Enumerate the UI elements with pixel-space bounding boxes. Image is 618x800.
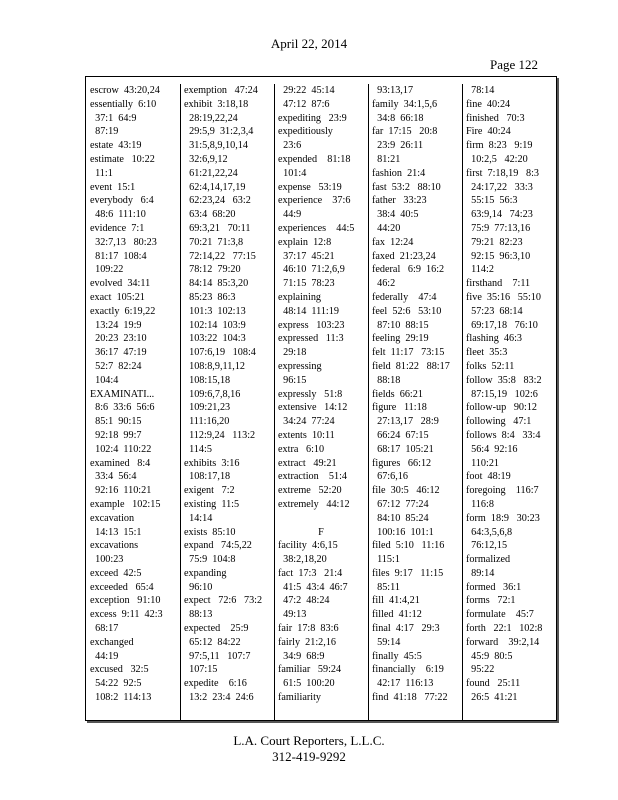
index-line: formalized [466,554,511,566]
index-line: 29:18 [278,347,307,359]
index-line: federal 6:9 16:2 [372,264,445,276]
index-line: Fire 40:24 [466,126,511,138]
index-line: 28:19,22,24 [184,112,238,124]
index-line: 29:22 45:14 [278,85,335,96]
index-line: fax 12:24 [372,236,414,248]
index-line: 14:14 [184,512,213,524]
index-line: 68:17 105:21 [372,443,434,455]
index-line: 46:2 [372,278,396,290]
index-line: 115:1 [372,554,400,566]
index-line: 109:6,7,8,16 [184,388,241,400]
index-line: 13:24 19:9 [90,319,142,331]
index-line: 116:8 [466,498,494,510]
index-line: 109:22 [90,264,124,276]
index-line: extents 10:11 [278,429,335,441]
index-line: 78:12 79:20 [184,264,241,276]
index-line: 71:15 78:23 [278,278,335,290]
index-line: expressing [278,360,322,372]
index-line: 27:13,17 28:9 [372,416,439,428]
index-line: 112:9,24 113:2 [184,429,256,441]
index-line: expanding [184,567,227,579]
index-line: 100:16 101:1 [372,526,434,538]
index-line: 64:3,5,6,8 [466,526,513,538]
index-line: 23:9 26:11 [372,140,424,152]
index-column-4 [368,84,463,720]
index-line: 32:7,13 80:23 [90,236,157,248]
index-line: experiences 44:5 [278,222,355,234]
index-line: extensive 14:12 [278,402,348,414]
index-line: 107:6,19 108:4 [184,347,256,359]
index-line: 38:2,18,20 [278,554,327,566]
index-line: 92:15 96:3,10 [466,250,531,262]
index-line: 87:10 88:15 [372,319,429,331]
index-line: 78:14 [466,85,495,96]
index-line: 42:17 116:13 [372,678,434,690]
index-line: father 33:23 [372,195,427,207]
index-line: felt 11:17 73:15 [372,347,445,359]
index-line: fields 66:21 [372,388,423,400]
index-line: expect 72:6 73:2 [184,595,263,607]
index-line: 97:5,11 107:7 [184,650,251,662]
footer-company: L.A. Court Reporters, L.L.C. [233,733,385,748]
index-line: exhibit 3:18,18 [184,98,249,110]
page-number: Page 122 [489,57,538,72]
index-line: excess 9:11 42:3 [90,609,163,621]
index-line: fairly 21:2,16 [278,636,337,648]
index-line: forms 72:1 [466,595,516,607]
index-line: exceeded 65:4 [90,581,154,593]
index-line: 81:21 [372,153,401,165]
index-line: 55:15 56:3 [466,195,518,207]
index-line: 38:4 40:5 [372,209,419,221]
index-line: exists 85:10 [184,526,236,538]
index-line: extraction 51:4 [278,471,348,483]
index-line: formed 36:1 [466,581,522,593]
section-letter: F [318,526,324,538]
index-line: 54:22 92:5 [90,678,142,690]
index-line: 44:19 [90,650,119,662]
index-line: 110:21 [466,457,500,469]
index-line: expediting 23:9 [278,112,347,124]
index-line: 33:4 56:4 [90,471,137,483]
index-line: 47:2 48:24 [278,595,330,607]
index-line: expedite 6:16 [184,678,247,690]
index-line: expressly 51:8 [278,388,343,400]
index-line: follow 35:8 83:2 [466,374,542,386]
index-line: fact 17:3 21:4 [278,567,343,579]
index-line: final 4:17 29:3 [372,623,440,635]
index-line: 72:14,22 77:15 [184,250,256,262]
page-date: April 22, 2014 [270,36,348,51]
index-line: firm 8:23 9:19 [466,140,533,152]
index-line: 61:21,22,24 [184,167,238,179]
index-frame [85,76,557,721]
index-line: 87:19 [90,126,119,138]
index-line: follows 8:4 33:4 [466,429,541,441]
index-line: 108:15,18 [184,374,231,386]
index-line: explaining [278,291,322,303]
index-line: 96:10 [184,581,213,593]
index-line: exception 91:10 [90,595,161,607]
index-line: escrow 43:20,24 [90,85,160,96]
index-line: 63:4 68:20 [184,209,236,221]
index-line: family 34:1,5,6 [372,98,438,110]
index-line: 14:13 15:1 [90,526,142,538]
index-line: 70:21 71:3,8 [184,236,244,248]
index-line: fast 53:2 88:10 [372,181,441,193]
index-line: 102:4 110:22 [90,443,152,455]
index-line: 89:14 [466,567,495,579]
index-line: 34:9 68:9 [278,650,325,662]
index-line: 23:6 [278,140,302,152]
index-line: example 102:15 [90,498,161,510]
index-line: 102:14 103:9 [184,319,246,331]
index-line: 56:4 92:16 [466,443,518,455]
index-line: 31:5,8,9,10,14 [184,140,248,152]
index-column-5 [462,84,556,720]
index-line: exemption 47:24 [184,85,258,96]
index-line: 20:23 23:10 [90,333,147,345]
index-line: 44:9 [278,209,302,221]
index-line: 34:24 77:24 [278,416,335,428]
index-line: financially 6:19 [372,664,444,676]
index-line: evolved 34:11 [90,278,151,290]
index-line: faxed 21:23,24 [372,250,436,262]
index-line: 24:17,22 33:3 [466,181,533,193]
index-line: fine 40:24 [466,98,511,110]
index-line: flashing 46:3 [466,333,523,345]
index-line: 66:24 67:15 [372,429,429,441]
index-line: 87:15,19 102:6 [466,388,538,400]
index-line: 101:3 102:13 [184,305,246,317]
index-line: forth 22:1 102:8 [466,623,543,635]
index-line: 49:13 [278,609,307,621]
index-line: 11:1 [90,167,113,179]
index-line: event 15:1 [90,181,136,193]
index-line: finished 70:3 [466,112,525,124]
index-line: figures 66:12 [372,457,432,469]
index-line: 48:6 111:10 [90,209,146,221]
index-line: 67:6,16 [372,471,408,483]
index-line: 46:10 71:2,6,9 [278,264,345,276]
index-line: 75:9 77:13,16 [466,222,531,234]
index-line: exchanged [90,636,134,648]
index-line: 88:18 [372,374,401,386]
index-line: excavation [90,512,135,524]
index-line: 10:2,5 42:20 [466,153,528,165]
index-line: estimate 10:22 [90,153,155,165]
index-line: follow-up 90:12 [466,402,538,414]
index-line: 57:23 68:14 [466,305,523,317]
index-line: 95:22 [466,664,495,676]
index-line: far 17:15 20:8 [372,126,438,138]
index-line: form 18:9 30:23 [466,512,540,524]
index-line: 114:2 [466,264,494,276]
index-line: 63:9,14 74:23 [466,209,533,221]
index-line: 62:23,24 63:2 [184,195,251,207]
index-line: extract 49:21 [278,457,337,469]
index-line: 61:5 100:20 [278,678,335,690]
index-line: 108:17,18 [184,471,231,483]
index-line: figure 11:18 [372,402,427,414]
index-line: 101:4 [278,167,307,179]
index-line: exactly 6:19,22 [90,305,156,317]
index-line: foregoing 116:7 [466,485,539,497]
index-line: finally 45:5 [372,650,422,662]
index-line: filed 5:10 11:16 [372,540,445,552]
index-line: 114:5 [184,443,212,455]
index-line [274,512,368,526]
index-line: 48:14 111:19 [278,305,339,317]
index-line: express 103:23 [278,319,345,331]
index-line: 92:16 110:21 [90,485,152,497]
index-line: experience 37:6 [278,195,351,207]
index-line: 69:17,18 76:10 [466,319,538,331]
index-line: 85:1 90:15 [90,416,142,428]
index-line: files 9:17 11:15 [372,567,444,579]
index-line: 79:21 82:23 [466,236,523,248]
index-line: 84:10 85:24 [372,512,429,524]
index-line: extremely 44:12 [278,498,350,510]
index-line: expense 53:19 [278,181,342,193]
index-line: 59:14 [372,636,401,648]
index-line: fill 41:4,21 [372,595,420,607]
index-column-2 [180,84,275,720]
index-line: file 30:5 46:12 [372,485,440,497]
index-line: 100:23 [90,554,124,566]
index-line: firsthand 7:11 [466,278,531,290]
index-line: fashion 21:4 [372,167,426,179]
index-line: 107:15 [184,664,218,676]
index-line: found 25:11 [466,678,521,690]
index-line: feeling 29:19 [372,333,429,345]
index-line: existing 11:5 [184,498,240,510]
index-line: 108:8,9,11,12 [184,360,246,372]
index-line: fleet 35:3 [466,347,508,359]
index-column-3 [274,84,369,720]
index-line: 75:9 104:8 [184,554,236,566]
index-line: first 7:18,19 8:3 [466,167,540,179]
index-line: foot 48:19 [466,471,511,483]
index-line: 34:8 66:18 [372,112,424,124]
index-line: exceed 42:5 [90,567,142,579]
index-line: 62:4,14,17,19 [184,181,246,193]
index-line: estate 43:19 [90,140,142,152]
index-line: everybody 6:4 [90,195,154,207]
index-line: exhibits 3:16 [184,457,240,469]
index-line: federally 47:4 [372,291,437,303]
index-line: 8:6 33:6 56:6 [90,402,155,414]
index-line: 92:18 99:7 [90,429,142,441]
index-line: 96:15 [278,374,307,386]
index-line: 111:16,20 [184,416,230,428]
index-line: five 35:16 55:10 [466,291,541,303]
index-line: 32:6,9,12 [184,153,228,165]
index-line: 88:13 [184,609,213,621]
index-line: 47:12 87:6 [278,98,330,110]
index-line: explain 12:8 [278,236,332,248]
index-line: 13:2 23:4 24:6 [184,692,254,704]
index-line: 109:21,23 [184,402,231,414]
index-line: following 47:1 [466,416,532,428]
index-line: 81:17 108:4 [90,250,147,262]
index-line: find 41:18 77:22 [372,692,448,704]
index-line: 41:5 43:4 46:7 [278,581,348,593]
index-line: familiar 59:24 [278,664,342,676]
index-line: forward 39:2,14 [466,636,540,648]
index-line: 37:17 45:21 [278,250,335,262]
index-line: filled 41:12 [372,609,422,621]
index-line: excavations [90,540,139,552]
index-column-1 [86,84,181,720]
index-line: evidence 7:1 [90,222,145,234]
index-line: essentially 6:10 [90,98,157,110]
index-line: fair 17:8 83:6 [278,623,339,635]
index-line: 67:12 77:24 [372,498,429,510]
index-line: expressed 11:3 [278,333,344,345]
index-line: 44:20 [372,222,401,234]
index-line: formulate 45:7 [466,609,534,621]
index-line: expand 74:5,22 [184,540,252,552]
index-line: facility 4:6,15 [278,540,338,552]
index-line: 26:5 41:21 [466,692,518,704]
index-line: 52:7 82:24 [90,360,142,372]
index-line: excused 32:5 [90,664,149,676]
index-line: expended 81:18 [278,153,351,165]
index-line: 65:12 84:22 [184,636,241,648]
index-line: EXAMINATI... [90,388,155,400]
index-line: 84:14 85:3,20 [184,278,249,290]
index-line: extreme 52:20 [278,485,342,497]
index-line: 45:9 80:5 [466,650,513,662]
index-line: extra 6:10 [278,443,325,455]
index-line: 104:4 [90,374,119,386]
index-line: 69:3,21 70:11 [184,222,251,234]
index-line: 76:12,15 [466,540,508,552]
index-line: 103:22 104:3 [184,333,246,345]
index-line: 108:2 114:13 [90,692,152,704]
index-line: feel 52:6 53:10 [372,305,442,317]
index-line: familiarity [278,692,321,704]
index-line: expected 25:9 [184,623,249,635]
index-line: field 81:22 88:17 [372,360,450,372]
index-line: examined 8:4 [90,457,151,469]
index-line: folks 52:11 [466,360,515,372]
index-line: 29:5,9 31:2,3,4 [184,126,254,138]
index-line: expeditiously [278,126,333,138]
index-line: 85:11 [372,581,400,593]
index-line: 68:17 [90,623,119,635]
footer-phone: 312-419-9292 [272,749,346,764]
index-line: 85:23 86:3 [184,291,236,303]
index-line: 36:17 47:19 [90,347,147,359]
index-line: exact 105:21 [90,291,145,303]
index-line: 37:1 64:9 [90,112,137,124]
index-line: 93:13,17 [372,85,414,96]
index-line: exigent 7:2 [184,485,235,497]
